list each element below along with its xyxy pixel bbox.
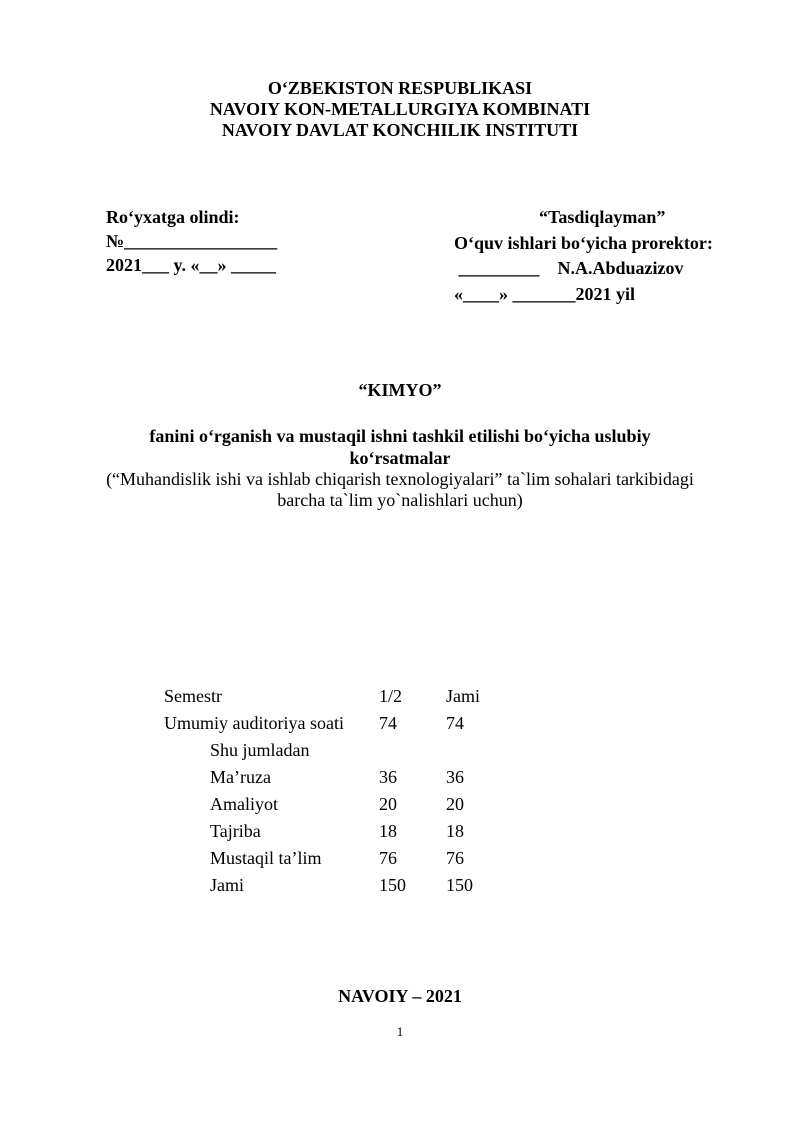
- approval-position: O‘quv ishlari bo‘yicha prorektor:: [454, 232, 713, 253]
- row-value-1: 18: [379, 821, 397, 841]
- row-value-1: 36: [379, 767, 397, 787]
- table-row: [164, 872, 506, 899]
- page-number: 1: [396, 1024, 404, 1039]
- description-subtitle: [0, 469, 800, 511]
- row-label: Umumiy auditoriya soati: [164, 713, 344, 733]
- row-value-2: Jami: [446, 686, 480, 706]
- row-label: Shu jumladan: [210, 740, 310, 760]
- description-line-1: fanini o‘rganish va mustaqil ishni tashkil etilishi bo‘yicha uslubiy: [149, 426, 651, 446]
- table-row: [164, 683, 506, 710]
- row-label: Tajriba: [210, 821, 261, 841]
- row-value-2: 150: [446, 875, 473, 895]
- row-value-1: 150: [379, 875, 406, 895]
- row-value-2: [446, 737, 506, 764]
- description-line-2: ko‘rsatmalar: [349, 448, 451, 468]
- registration-date: 2021___ y. «__» _____: [106, 255, 277, 275]
- header-combine: NAVOIY KON-METALLURGIYA KOMBINATI: [209, 99, 591, 119]
- table-row: [164, 710, 506, 737]
- row-label: Mustaqil ta’lim: [210, 848, 322, 868]
- row-label: Jami: [210, 875, 244, 895]
- row-value-2: 36: [446, 767, 464, 787]
- row-value-1: [379, 737, 446, 764]
- row-value-1: 1/2: [379, 686, 403, 706]
- description-sub-line-2: barcha ta`lim yo`nalishlari uchun): [277, 490, 523, 510]
- row-label: Semestr: [164, 686, 222, 706]
- table-row: [164, 791, 506, 818]
- row-value-1: 20: [379, 794, 397, 814]
- row-label: Amaliyot: [210, 794, 278, 814]
- table-row: [164, 737, 506, 764]
- row-value-1: 76: [379, 848, 397, 868]
- document-header: [0, 78, 800, 141]
- row-value-2: 74: [446, 713, 464, 733]
- row-value-2: 18: [446, 821, 464, 841]
- row-value-2: 20: [446, 794, 464, 814]
- hours-table: [164, 683, 506, 899]
- subject-title: “KIMYO”: [358, 380, 442, 400]
- registration-number: №_________________: [106, 231, 278, 251]
- header-country: O‘ZBEKISTON RESPUBLIKASI: [267, 78, 533, 98]
- description-title: [0, 425, 800, 469]
- header-institute: NAVOIY DAVLAT KONCHILIK INSTITUTI: [221, 120, 579, 140]
- approval-title: “Tasdiqlayman”: [539, 207, 666, 227]
- table-row: [164, 845, 506, 872]
- registration-title: Ro‘yxatga olindi:: [106, 207, 240, 227]
- footer-city-year: NAVOIY – 2021: [338, 986, 462, 1006]
- table-row: [164, 818, 506, 845]
- approval-block: [454, 205, 713, 307]
- row-value-1: 74: [379, 713, 397, 733]
- description-sub-line-1: (“Muhandislik ishi va ishlab chiqarish texnologiyalari” ta`lim sohalari tarkibidagi: [106, 469, 694, 489]
- registration-block: [106, 205, 277, 277]
- approval-date: «____» _______2021 yil: [454, 283, 636, 304]
- row-value-2: 76: [446, 848, 464, 868]
- row-label: Ma’ruza: [210, 767, 271, 787]
- table-row: [164, 764, 506, 791]
- approval-signature: _________ N.A.Abduazizov: [454, 258, 684, 278]
